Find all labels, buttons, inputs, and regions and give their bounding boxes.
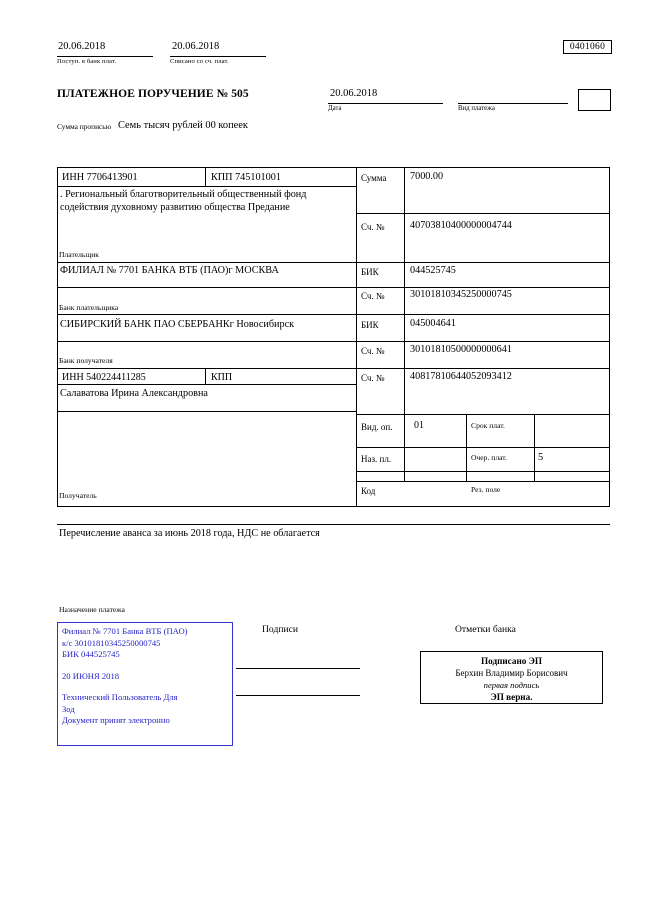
stamp-bank-line-1: Филиал № 7701 Банка ВТБ (ПАО) xyxy=(62,626,188,636)
account-label-divider xyxy=(404,213,405,481)
payer-kpp-value: 745101001 xyxy=(235,172,281,183)
payment-kind-box[interactable] xyxy=(578,89,611,111)
payee-bank-caption: Банк получателя xyxy=(59,356,113,365)
payer-bank-bik-label: БИК xyxy=(361,267,379,277)
payee-bank-bik-label: БИК xyxy=(361,320,379,330)
table-top-border xyxy=(57,167,610,168)
signature-line-1 xyxy=(236,667,360,669)
payee-inn-value: 540224411285 xyxy=(86,372,146,383)
payee-inn-kpp-divider xyxy=(205,368,206,384)
payer-inn-row-border xyxy=(57,186,357,187)
table-left-border xyxy=(57,167,58,507)
right-row2-border xyxy=(356,262,610,263)
amount-in-words-label xyxy=(57,122,115,132)
payer-inn xyxy=(58,170,204,183)
payer-inn-kpp-divider xyxy=(205,167,206,186)
payee-inn-bottom-border xyxy=(57,384,357,385)
payer-bank-bik-value: 044525745 xyxy=(410,265,456,276)
purpose-caption: Назначение платежа xyxy=(59,605,125,614)
signatures-caption: Подписи xyxy=(262,624,298,635)
payer-kpp-label: КПП xyxy=(211,172,233,183)
payer-account-label: Сч. № xyxy=(361,222,385,232)
payer-inn-value: 7706413901 xyxy=(86,172,138,183)
payee-bank-name: СИБИРСКИЙ БАНК ПАО СБЕРБАНКг Новосибирск xyxy=(60,319,295,330)
res-field-label: Рез. поле xyxy=(471,485,501,494)
doc-date-caption: Дата xyxy=(328,105,342,112)
bank-marks-caption: Отметки банка xyxy=(455,624,516,635)
date-written-off-caption: Списано со сч. плат. xyxy=(170,58,229,65)
payee-kpp xyxy=(207,370,355,383)
stamp-accepted-line: Документ принят электронно xyxy=(62,715,170,725)
attr-row-top-border xyxy=(356,414,610,415)
date-received-underline xyxy=(57,55,153,57)
payer-name-bottom-border xyxy=(57,262,357,263)
payee-caption: Получатель xyxy=(59,491,97,500)
electronic-bank-stamp xyxy=(57,622,233,746)
ep-signature-stamp xyxy=(420,651,603,704)
amount-label-divider xyxy=(404,167,405,213)
right-row1-border xyxy=(356,213,610,214)
amount-value: 7000.00 xyxy=(410,171,444,182)
payer-bank-name: ФИЛИАЛ № 7701 БАНКА ВТБ (ПАО)г МОСКВА xyxy=(60,265,279,276)
stamp-spacer-2 xyxy=(62,682,228,692)
stamp-bank-line-3: БИК 044525745 xyxy=(62,649,120,659)
stamp-bank-line-2: к/с 30101810345250000745 xyxy=(62,637,161,648)
payment-kind-underline xyxy=(458,102,568,104)
stamp-spacer-1 xyxy=(62,661,228,671)
table-right-border xyxy=(609,167,610,507)
doc-date-value: 20.06.2018 xyxy=(330,88,378,99)
ep-stamp-name: Берхин Владимир Борисович xyxy=(455,668,568,678)
doc-date-underline xyxy=(328,102,443,104)
amount-in-words-label-text: Сумма прописью xyxy=(57,122,112,131)
payee-bank-account-label: Сч. № xyxy=(361,346,385,356)
payer-account-value: 40703810400000004744 xyxy=(410,220,512,231)
right-row4-border xyxy=(356,314,610,315)
payee-inn xyxy=(58,370,204,383)
purpose-text: Перечисление аванса за июнь 2018 года, НДС не облагается xyxy=(59,528,320,539)
amount-in-words-value: Семь тысяч рублей 00 копеек xyxy=(118,120,248,131)
op-kind-label: Вид. оп. xyxy=(361,422,393,432)
attr-row2b-border xyxy=(356,481,610,482)
stamp-date-line: 20 ИЮНЯ 2018 xyxy=(62,670,120,681)
form-code: 0401060 xyxy=(563,40,612,54)
ep-stamp-title: Подписано ЭП xyxy=(480,656,543,666)
table-middle-border xyxy=(356,167,357,507)
ep-stamp-valid: ЭП верна. xyxy=(490,692,533,702)
payee-account-label: Сч. № xyxy=(361,373,385,383)
payee-name: Салаватова Ирина Александровна xyxy=(60,388,208,399)
date-written-off-value: 20.06.2018 xyxy=(172,41,220,52)
page-title: ПЛАТЕЖНОЕ ПОРУЧЕНИЕ № 505 xyxy=(57,88,249,100)
payer-inn-label: ИНН xyxy=(62,172,85,183)
payee-inn-top-border xyxy=(57,368,357,369)
payer-caption: Плательщик xyxy=(59,250,99,259)
right-row6-border xyxy=(356,368,610,369)
date-received-value: 20.06.2018 xyxy=(58,41,106,52)
queue-value: 5 xyxy=(538,452,544,463)
date-received-caption: Поступ. в банк плат. xyxy=(57,58,117,65)
payment-kind-caption: Вид платежа xyxy=(458,105,495,112)
right-row5-border xyxy=(356,341,610,342)
payee-bank-bottom-border xyxy=(57,341,357,342)
payer-name: . Региональный благотворительный общественный фонд содействия духовному развитию общества Предание xyxy=(60,189,307,213)
date-written-off-underline xyxy=(170,55,266,57)
payee-bank-bik-value: 045004641 xyxy=(410,318,456,329)
right-row3-border xyxy=(356,287,610,288)
payee-bank-account-value: 30101810500000000641 xyxy=(410,344,512,355)
payee-inn-label: ИНН xyxy=(62,372,84,383)
code-label: Код xyxy=(361,486,376,496)
queue-label: Очер. плат. xyxy=(471,453,507,462)
term-label: Срок плат. xyxy=(471,421,505,430)
payee-name-bottom-border xyxy=(57,411,357,412)
payer-bank-account-value: 30101810345250000745 xyxy=(410,289,512,300)
payee-account-value: 40817810644052093412 xyxy=(410,371,512,382)
payer-kpp xyxy=(207,170,355,183)
amount-label: Сумма xyxy=(361,173,387,183)
attr-row1-border xyxy=(356,447,610,448)
payer-bank-account-label: Сч. № xyxy=(361,291,385,301)
op-kind-value: 01 xyxy=(414,420,424,431)
stamp-user-line-2: Зод xyxy=(62,703,75,714)
payer-bank-caption: Банк плательщика xyxy=(59,303,119,312)
payee-bank-top-border xyxy=(57,314,357,315)
signature-line-2 xyxy=(236,694,360,696)
payee-kpp-label: КПП xyxy=(211,372,233,383)
ep-stamp-role: первая подпись xyxy=(483,680,540,690)
payer-bank-bottom-border xyxy=(57,287,357,288)
purpose-top-border xyxy=(57,524,610,525)
attr-row2-border xyxy=(356,471,610,472)
table-bottom-border xyxy=(57,506,610,507)
stamp-user-line-1: Технический Пользователь Для xyxy=(62,692,178,702)
purpose-code-label: Наз. пл. xyxy=(361,454,392,464)
